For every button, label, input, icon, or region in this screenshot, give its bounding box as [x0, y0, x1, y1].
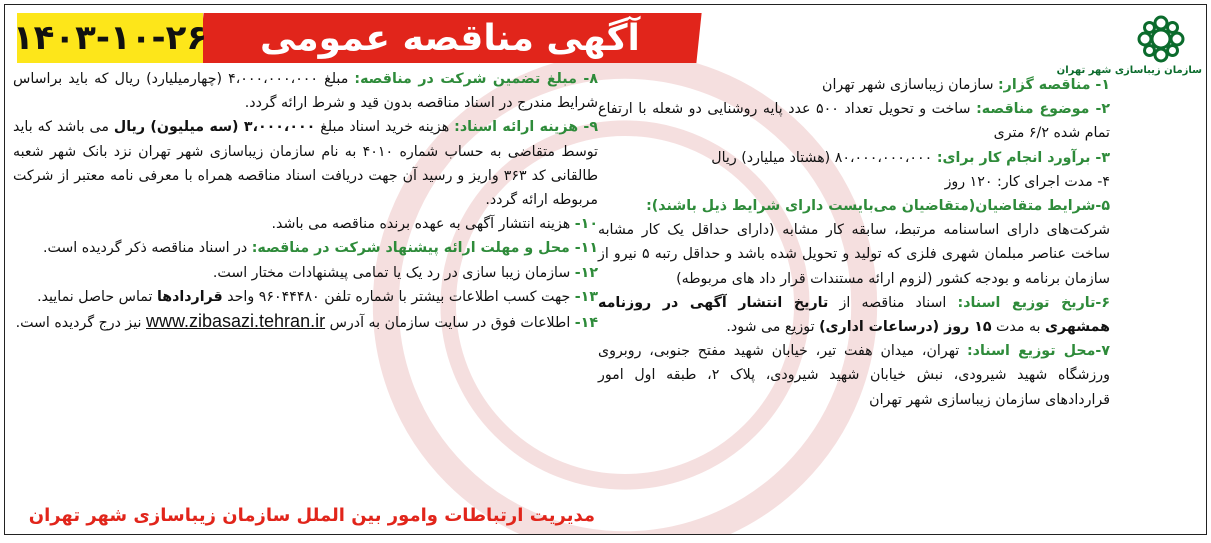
- item-5: ۵-شرایط متقاضیان(متقاضیان می‌بایست دارای شرایط ذیل باشند): شرکت‌های دارای اساسنامه مرتبط، سابقه کار مشابه (دارای حداقل یک کار مشابه ساخت عناصر مبلمان شهری فلزی که تولید و تحویل شده باشد و حداقل رتبه ۵ نیرو از سازمان برنامه و بودجه کشور (لزوم ارائه مستندات قرار داد های مربوطه): [598, 198, 1110, 287]
- item-12: ۱۲- سازمان زیبا سازی در رد یک یا تمامی پیشنهادات مختار است.: [212, 264, 598, 281]
- website-link[interactable]: www.zibasazi.tehran.ir: [146, 311, 326, 332]
- footer-signature: مدیریت ارتباطات وامور بین الملل سازمان زیباسازی شهر تهران: [28, 505, 595, 526]
- logo-emblem-icon: [1133, 11, 1189, 67]
- logo-caption: سازمان زیباسازی شهر تهران: [1056, 65, 1202, 76]
- item-1: ۱- مناقصه گزار: سازمان زیباسازی شهر تهران: [822, 77, 1110, 93]
- item-8: ۸- مبلغ تضمین شرکت در مناقصه: مبلغ ۴،۰۰۰،۰۰۰،۰۰۰ (چهارمیلیارد) ریال که باید براساس شرایط مندرج در اسناد مناقصه بدون قید و شرط ارائه گردد.: [13, 71, 598, 112]
- item-13: ۱۳- جهت کسب اطلاعات بیشتر با شماره تلفن ۹۶۰۴۴۴۸۰ واحد قراردادها تماس حاصل نمایید.: [37, 288, 598, 305]
- item-9: ۹- هزینه ارائه اسناد: هزینه خرید اسناد مبلغ ۳،۰۰۰،۰۰۰ (سه میلیون) ریال می باشد که باید توسط متقاضی به حساب شماره ۴۰۱۰ به نام سازمان زیباسازی شهر تهران نزد بانک شهر شعبه طالقانی کد ۳۶۳ واریز و رسید آن جهت دریافت اسناد مناقصه همراه با معرفی نامه معتبر از شرکت مربوطه ارائه گردد.: [13, 119, 598, 209]
- item-14: ۱۴- اطلاعات فوق در سایت سازمان به آدرس www.zibasazi.tehran.ir نیز درج گردیده است.: [15, 311, 598, 332]
- header: [11, 9, 1200, 69]
- notice-title: آگهی مناقصه عمومی: [198, 13, 701, 63]
- item-2: ۲- موضوع مناقصه: ساخت و تحویل تعداد ۵۰۰ عدد پایه روشنایی دو شعله با ارتفاع تمام شده ۶/۲ متری: [598, 101, 1110, 142]
- item-4: ۴- مدت اجرای کار: ۱۲۰ روز: [944, 173, 1110, 190]
- item-7: ۷-محل توزیع اسناد: تهران، میدان هفت تیر، خیابان شهید مفتح جنوبی، روبروی ورزشگاه شهید شیرودی، نبش خیابان شهید شیرودی، پلاک ۲، طبقه اول امور قراردادهای سازمان زیباسازی شهر تهران: [598, 343, 1110, 408]
- tender-notice: [4, 4, 1207, 535]
- item-6: ۶-تاریخ توزیع اسناد: اسناد مناقصه از تاریخ انتشار آگهی در روزنامه همشهری به مدت ۱۵ روز (درساعات اداری) توزیع می شود.: [598, 294, 1110, 336]
- item-10: ۱۰- هزینه انتشار آگهی به عهده برنده مناقصه می باشد.: [271, 216, 598, 233]
- item-3: ۳- برآورد انجام کار برای: ۸۰،۰۰۰،۰۰۰،۰۰۰ (هشتاد میلیارد) ریال: [711, 149, 1110, 166]
- right-column: [598, 73, 1198, 412]
- item-11: ۱۱- محل و مهلت ارائه پیشنهاد شرکت در مناقصه: در اسناد مناقصه ذکر گردیده است.: [42, 240, 598, 257]
- left-column: [13, 67, 598, 335]
- notice-date: ۱۴۰۳-۱۰-۲۶: [17, 13, 203, 63]
